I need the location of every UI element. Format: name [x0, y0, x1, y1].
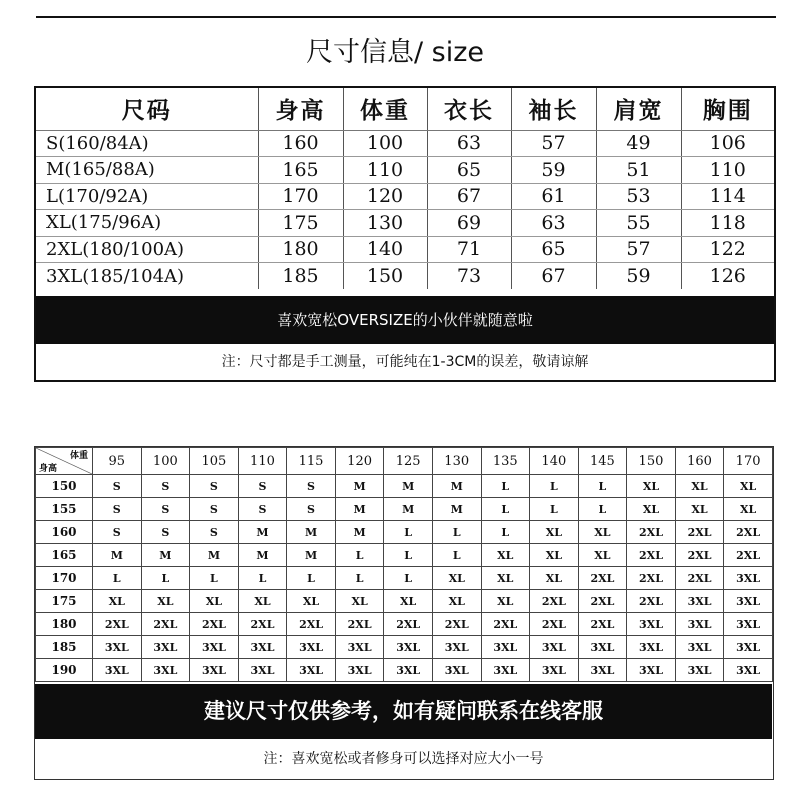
recommended-size-cell: 3XL [724, 659, 773, 682]
recommended-size-cell: 3XL [578, 659, 627, 682]
size-chart-row [36, 236, 774, 263]
recommended-size-cell: XL [432, 567, 481, 590]
height-cell: 170 [36, 567, 93, 590]
weight-header-cell: 140 [530, 448, 579, 475]
height-cell: 165 [36, 544, 93, 567]
recommended-size-cell: 3XL [335, 636, 384, 659]
size-chart-row [36, 157, 774, 184]
recommended-size-cell: XL [675, 498, 724, 521]
recommended-size-cell: XL [238, 590, 287, 613]
recommended-size-cell: 2XL [335, 613, 384, 636]
recommended-size-cell: S [287, 475, 336, 498]
column-header: 尺码 [36, 88, 258, 130]
recommended-size-cell: 2XL [578, 613, 627, 636]
measurement-cell: 100 [343, 130, 427, 157]
measurement-cell: 57 [511, 130, 596, 157]
recommended-size-cell: L [384, 544, 433, 567]
height-cell: 185 [36, 636, 93, 659]
recommended-size-cell: XL [384, 590, 433, 613]
recommended-size-cell: 3XL [481, 659, 530, 682]
size-chart-row [36, 210, 774, 237]
recommended-size-cell: S [141, 498, 190, 521]
column-header: 衣长 [427, 88, 511, 130]
recommended-size-cell: 2XL [287, 613, 336, 636]
recommended-size-cell: 2XL [675, 544, 724, 567]
recommended-size-cell: 3XL [287, 659, 336, 682]
size-recommendation-table [35, 447, 773, 682]
recommended-size-cell: M [432, 475, 481, 498]
recommended-size-cell: S [93, 498, 142, 521]
weight-header-cell: 125 [384, 448, 433, 475]
recommended-size-cell: M [287, 521, 336, 544]
weight-header-cell: 150 [627, 448, 676, 475]
recommended-size-cell: 3XL [724, 613, 773, 636]
height-cell: 190 [36, 659, 93, 682]
recommended-size-cell: M [335, 521, 384, 544]
height-row [36, 544, 773, 567]
measurement-cell: 59 [511, 157, 596, 184]
measurement-cell: 120 [343, 183, 427, 210]
recommended-size-cell: 3XL [238, 659, 287, 682]
reference-banner: 建议尺寸仅供参考，如有疑问联系在线客服 [35, 684, 772, 739]
recommended-size-cell: 3XL [335, 659, 384, 682]
measurement-cell: 57 [596, 236, 681, 263]
recommended-size-cell: 3XL [93, 636, 142, 659]
recommended-size-cell: M [93, 544, 142, 567]
height-row [36, 613, 773, 636]
recommended-size-cell: S [238, 498, 287, 521]
measurement-cell: 180 [258, 236, 343, 263]
recommended-size-cell: 3XL [141, 659, 190, 682]
recommended-size-cell: M [190, 544, 239, 567]
recommended-size-cell: L [384, 567, 433, 590]
size-chart-row [36, 183, 774, 210]
recommended-size-cell: L [335, 544, 384, 567]
recommended-size-cell: 2XL [432, 613, 481, 636]
recommended-size-cell: L [287, 567, 336, 590]
size-chart-table [36, 88, 774, 289]
weight-header-cell: 95 [93, 448, 142, 475]
recommended-size-cell: M [238, 521, 287, 544]
recommended-size-cell: L [481, 475, 530, 498]
height-row [36, 659, 773, 682]
recommended-size-cell: S [190, 521, 239, 544]
measurement-cell: 175 [258, 210, 343, 237]
recommended-size-cell: 3XL [724, 567, 773, 590]
recommended-size-cell: XL [481, 567, 530, 590]
recommended-size-cell: S [93, 521, 142, 544]
column-header: 体重 [343, 88, 427, 130]
recommended-size-cell: 2XL [724, 544, 773, 567]
recommended-size-cell: L [530, 475, 579, 498]
recommended-size-cell: 3XL [384, 659, 433, 682]
recommended-size-cell: L [432, 544, 481, 567]
recommended-size-cell: S [141, 475, 190, 498]
recommended-size-cell: L [335, 567, 384, 590]
measurement-cell: 185 [258, 263, 343, 290]
measurement-cell: 59 [596, 263, 681, 290]
recommended-size-cell: M [432, 498, 481, 521]
recommended-size-cell: 2XL [93, 613, 142, 636]
measurement-cell: 126 [681, 263, 774, 290]
recommended-size-cell: M [335, 498, 384, 521]
recommended-size-cell: XL [724, 475, 773, 498]
measurement-cell: 55 [596, 210, 681, 237]
measurement-cell: 61 [511, 183, 596, 210]
recommended-size-cell: 3XL [627, 659, 676, 682]
weight-header-cell: 145 [578, 448, 627, 475]
recommended-size-cell: 3XL [675, 659, 724, 682]
recommended-size-cell: L [190, 567, 239, 590]
measurement-cell: 110 [681, 157, 774, 184]
recommended-size-cell: XL [481, 590, 530, 613]
recommended-size-cell: M [287, 544, 336, 567]
recommended-size-cell: 3XL [238, 636, 287, 659]
recommended-size-cell: XL [627, 475, 676, 498]
recommended-size-cell: 2XL [384, 613, 433, 636]
recommended-size-cell: L [578, 498, 627, 521]
recommended-size-cell: 3XL [530, 636, 579, 659]
recommended-size-cell: 2XL [627, 521, 676, 544]
size-label-cell: 2XL(180/100A) [36, 236, 258, 263]
size-label-cell: L(170/92A) [36, 183, 258, 210]
measurement-cell: 73 [427, 263, 511, 290]
recommended-size-cell: 2XL [530, 613, 579, 636]
column-header: 胸围 [681, 88, 774, 130]
recommended-size-cell: 3XL [724, 590, 773, 613]
recommended-size-cell: S [238, 475, 287, 498]
recommended-size-cell: 2XL [190, 613, 239, 636]
weight-header-cell: 170 [724, 448, 773, 475]
page-title: 尺寸信息/ size [305, 37, 485, 68]
measurement-cell: 67 [511, 263, 596, 290]
recommended-size-cell: M [238, 544, 287, 567]
measurement-cell: 65 [427, 157, 511, 184]
recommended-size-cell: L [141, 567, 190, 590]
weight-header-cell: 160 [675, 448, 724, 475]
size-label-cell: XL(175/96A) [36, 210, 258, 237]
size-label-cell: M(165/88A) [36, 157, 258, 184]
measurement-cell: 49 [596, 130, 681, 157]
height-cell: 175 [36, 590, 93, 613]
measurement-cell: 130 [343, 210, 427, 237]
measurement-cell: 122 [681, 236, 774, 263]
recommended-size-cell: XL [675, 475, 724, 498]
measurement-cell: 140 [343, 236, 427, 263]
recommended-size-cell: S [287, 498, 336, 521]
height-cell: 150 [36, 475, 93, 498]
recommended-size-cell: XL [530, 567, 579, 590]
recommended-size-cell: 2XL [627, 544, 676, 567]
weight-header-cell: 120 [335, 448, 384, 475]
height-row [36, 498, 773, 521]
recommended-size-cell: L [481, 521, 530, 544]
size-chart-row [36, 130, 774, 157]
recommended-size-cell: XL [432, 590, 481, 613]
recommended-size-cell: 3XL [93, 659, 142, 682]
height-row [36, 590, 773, 613]
recommended-size-cell: 3XL [627, 613, 676, 636]
size-chart-header-row [36, 88, 774, 130]
weight-header-row [36, 448, 773, 475]
measurement-note: 注：尺寸都是手工测量，可能纯在1-3CM的误差，敬请谅解 [221, 354, 589, 370]
recommended-size-cell: 3XL [384, 636, 433, 659]
weight-header-cell: 105 [190, 448, 239, 475]
weight-header-cell: 135 [481, 448, 530, 475]
size-chart-panel [34, 86, 776, 382]
recommended-size-cell: 3XL [530, 659, 579, 682]
recommended-size-cell: XL [627, 498, 676, 521]
recommended-size-cell: L [481, 498, 530, 521]
measurement-cell: 63 [427, 130, 511, 157]
recommended-size-cell: 2XL [724, 521, 773, 544]
measurement-cell: 160 [258, 130, 343, 157]
measurement-cell: 165 [258, 157, 343, 184]
recommended-size-cell: 2XL [481, 613, 530, 636]
height-row [36, 636, 773, 659]
recommended-size-cell: 3XL [675, 590, 724, 613]
recommended-size-cell: L [432, 521, 481, 544]
recommended-size-cell: S [190, 498, 239, 521]
recommended-size-cell: M [141, 544, 190, 567]
measurement-cell: 63 [511, 210, 596, 237]
column-header: 肩宽 [596, 88, 681, 130]
recommended-size-cell: 2XL [675, 567, 724, 590]
weight-header-cell: 110 [238, 448, 287, 475]
height-row [36, 521, 773, 544]
height-row [36, 475, 773, 498]
fit-note: 注：喜欢宽松或者修身可以选择对应大小一号 [263, 751, 544, 767]
recommended-size-cell: L [238, 567, 287, 590]
measurement-cell: 65 [511, 236, 596, 263]
measurement-cell: 114 [681, 183, 774, 210]
recommended-size-cell: 3XL [141, 636, 190, 659]
measurement-cell: 150 [343, 263, 427, 290]
recommended-size-cell: 2XL [578, 590, 627, 613]
recommended-size-cell: XL [578, 521, 627, 544]
height-row [36, 567, 773, 590]
weight-header-cell: 100 [141, 448, 190, 475]
measurement-cell: 51 [596, 157, 681, 184]
height-cell: 180 [36, 613, 93, 636]
recommended-size-cell: 2XL [627, 567, 676, 590]
recommended-size-cell: L [530, 498, 579, 521]
recommended-size-cell: 2XL [530, 590, 579, 613]
measurement-cell: 118 [681, 210, 774, 237]
recommended-size-cell: 3XL [481, 636, 530, 659]
size-recommendation-panel [34, 446, 774, 780]
recommended-size-cell: 2XL [578, 567, 627, 590]
recommended-size-cell: S [141, 521, 190, 544]
recommended-size-cell: XL [190, 590, 239, 613]
corner-weight-label: 体重 [69, 451, 88, 461]
measurement-cell: 110 [343, 157, 427, 184]
corner-height-label: 身高 [39, 464, 58, 474]
recommended-size-cell: 2XL [675, 521, 724, 544]
oversize-banner: 喜欢宽松OVERSIZE的小伙伴就随意啦 [36, 296, 774, 344]
top-divider [36, 16, 776, 18]
recommended-size-cell: XL [530, 544, 579, 567]
measurement-cell: 170 [258, 183, 343, 210]
recommended-size-cell: L [384, 521, 433, 544]
height-cell: 160 [36, 521, 93, 544]
size-chart-row [36, 263, 774, 290]
recommended-size-cell: 3XL [675, 636, 724, 659]
recommended-size-cell: XL [578, 544, 627, 567]
recommended-size-cell: S [93, 475, 142, 498]
recommended-size-cell: L [93, 567, 142, 590]
recommended-size-cell: 3XL [432, 659, 481, 682]
measurement-cell: 71 [427, 236, 511, 263]
column-header: 身高 [258, 88, 343, 130]
measurement-cell: 69 [427, 210, 511, 237]
recommended-size-cell: XL [724, 498, 773, 521]
recommended-size-cell: 2XL [141, 613, 190, 636]
recommended-size-cell: XL [287, 590, 336, 613]
height-cell: 155 [36, 498, 93, 521]
column-header: 袖长 [511, 88, 596, 130]
recommended-size-cell: 3XL [675, 613, 724, 636]
recommended-size-cell: XL [141, 590, 190, 613]
recommended-size-cell: M [335, 475, 384, 498]
recommended-size-cell: 2XL [238, 613, 287, 636]
measurement-cell: 53 [596, 183, 681, 210]
recommended-size-cell: M [384, 498, 433, 521]
recommended-size-cell: XL [93, 590, 142, 613]
size-label-cell: S(160/84A) [36, 130, 258, 157]
measurement-cell: 106 [681, 130, 774, 157]
weight-header-cell: 130 [432, 448, 481, 475]
corner-cell [36, 448, 93, 475]
recommended-size-cell: 3XL [287, 636, 336, 659]
recommended-size-cell: S [190, 475, 239, 498]
size-label-cell: 3XL(185/104A) [46, 265, 185, 287]
recommended-size-cell: XL [335, 590, 384, 613]
recommended-size-cell: XL [530, 521, 579, 544]
recommended-size-cell: 3XL [627, 636, 676, 659]
recommended-size-cell: 3XL [190, 659, 239, 682]
recommended-size-cell: 3XL [432, 636, 481, 659]
recommended-size-cell: 2XL [627, 590, 676, 613]
weight-header-cell: 115 [287, 448, 336, 475]
recommended-size-cell: 3XL [190, 636, 239, 659]
measurement-cell: 67 [427, 183, 511, 210]
recommended-size-cell: M [384, 475, 433, 498]
recommended-size-cell: 3XL [724, 636, 773, 659]
recommended-size-cell: L [578, 475, 627, 498]
recommended-size-cell: XL [481, 544, 530, 567]
recommended-size-cell: 3XL [578, 636, 627, 659]
